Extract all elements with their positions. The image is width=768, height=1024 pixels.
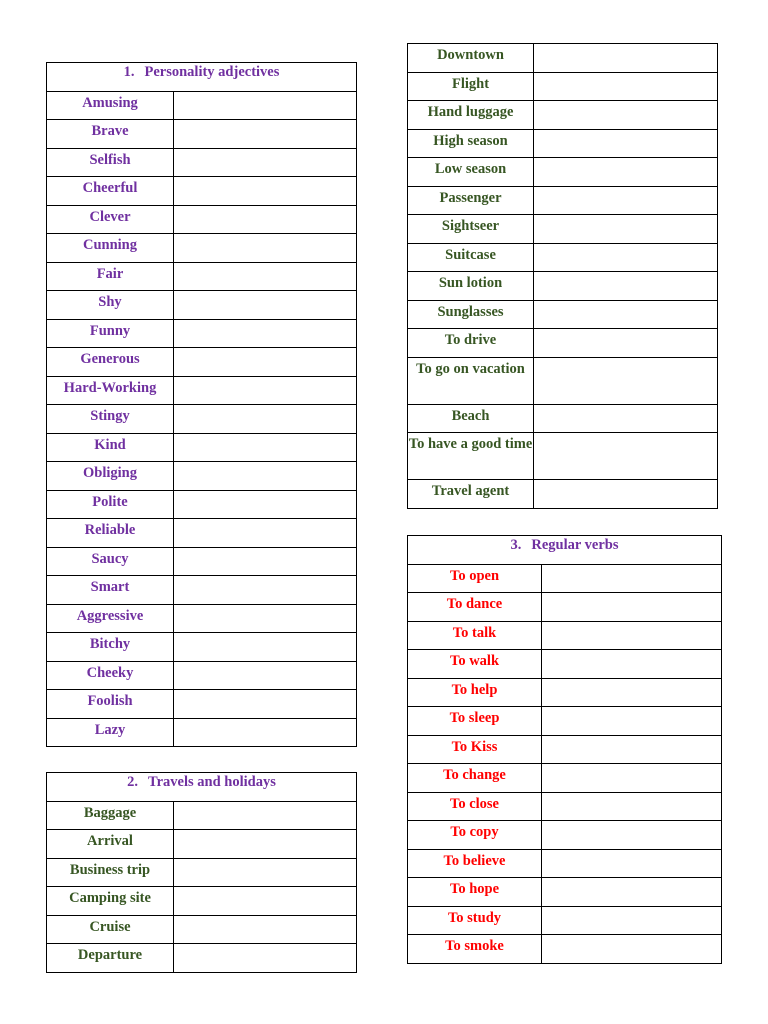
table-row (408, 764, 722, 793)
answer-cell[interactable] (174, 661, 357, 690)
vocab-term: Low season (408, 158, 534, 187)
personality-adjectives-table (46, 62, 357, 747)
table-row (47, 433, 357, 462)
vocab-term: To drive (408, 329, 534, 358)
answer-cell[interactable] (542, 650, 722, 679)
answer-cell[interactable] (174, 858, 357, 887)
table-row (47, 915, 357, 944)
vocab-term: Cheeky (47, 661, 174, 690)
section-title-text: Personality adjectives (144, 64, 280, 80)
answer-cell[interactable] (174, 490, 357, 519)
answer-cell[interactable] (542, 906, 722, 935)
vocab-term: Baggage (47, 801, 174, 830)
table-row (47, 120, 357, 149)
answer-cell[interactable] (174, 519, 357, 548)
vocab-term: Generous (47, 348, 174, 377)
table-row (47, 91, 357, 120)
table-row (408, 564, 722, 593)
answer-cell[interactable] (534, 129, 718, 158)
vocab-term: Brave (47, 120, 174, 149)
answer-cell[interactable] (534, 186, 718, 215)
section-title (47, 63, 357, 92)
answer-cell[interactable] (542, 735, 722, 764)
section-title-text: Regular verbs (531, 537, 619, 553)
table-row (47, 490, 357, 519)
answer-cell[interactable] (174, 718, 357, 747)
vocab-term: Polite (47, 490, 174, 519)
vocab-term: To help (408, 678, 542, 707)
vocab-term: To smoke (408, 935, 542, 964)
answer-cell[interactable] (174, 291, 357, 320)
vocab-term: Hand luggage (408, 101, 534, 130)
table-row (47, 519, 357, 548)
answer-cell[interactable] (534, 480, 718, 509)
answer-cell[interactable] (174, 376, 357, 405)
vocab-term: Sun lotion (408, 272, 534, 301)
table-row (47, 319, 357, 348)
table-row (408, 878, 722, 907)
answer-cell[interactable] (542, 764, 722, 793)
answer-cell[interactable] (542, 707, 722, 736)
answer-cell[interactable] (174, 234, 357, 263)
vocab-term: To believe (408, 849, 542, 878)
table-row (47, 291, 357, 320)
answer-cell[interactable] (174, 433, 357, 462)
vocab-term: To go on vacation (408, 357, 534, 404)
travels-holidays-continued-table (407, 43, 718, 509)
vocab-term: To have a good time (408, 433, 534, 480)
vocab-term: Travel agent (408, 480, 534, 509)
table-row (408, 272, 718, 301)
table-row (47, 262, 357, 291)
table-row (408, 101, 718, 130)
answer-cell[interactable] (174, 205, 357, 234)
vocab-term: Bitchy (47, 633, 174, 662)
table-row (408, 186, 718, 215)
table-row (47, 718, 357, 747)
table-row (47, 858, 357, 887)
answer-cell[interactable] (542, 935, 722, 964)
table-row (47, 177, 357, 206)
vocab-term: Smart (47, 576, 174, 605)
vocab-term: Beach (408, 404, 534, 433)
table-row (408, 707, 722, 736)
regular-verbs-table (407, 535, 722, 964)
section-number: 3. (510, 537, 522, 553)
answer-cell[interactable] (174, 319, 357, 348)
answer-cell[interactable] (174, 576, 357, 605)
table-row (408, 792, 722, 821)
answer-cell[interactable] (534, 300, 718, 329)
table-row (408, 678, 722, 707)
table-row (408, 243, 718, 272)
answer-cell[interactable] (542, 564, 722, 593)
vocab-term: To Kiss (408, 735, 542, 764)
vocab-term: Fair (47, 262, 174, 291)
answer-cell[interactable] (174, 148, 357, 177)
table-row (47, 830, 357, 859)
vocab-term: Amusing (47, 91, 174, 120)
vocab-term: To dance (408, 593, 542, 622)
answer-cell[interactable] (542, 792, 722, 821)
vocab-term: Lazy (47, 718, 174, 747)
table-row (47, 234, 357, 263)
answer-cell[interactable] (174, 690, 357, 719)
table-row (408, 935, 722, 964)
answer-cell[interactable] (542, 678, 722, 707)
vocab-term: Sightseer (408, 215, 534, 244)
table-row (47, 944, 357, 973)
table-row (47, 405, 357, 434)
table-row (47, 690, 357, 719)
vocab-term: Selfish (47, 148, 174, 177)
answer-cell[interactable] (174, 830, 357, 859)
table-row (47, 576, 357, 605)
answer-cell[interactable] (534, 158, 718, 187)
section-title (408, 536, 722, 565)
travels-holidays-table (46, 772, 357, 973)
answer-cell[interactable] (174, 462, 357, 491)
answer-cell[interactable] (534, 44, 718, 73)
table-row (47, 148, 357, 177)
vocab-term: To sleep (408, 707, 542, 736)
vocab-term: Obliging (47, 462, 174, 491)
answer-cell[interactable] (534, 404, 718, 433)
vocab-term: Passenger (408, 186, 534, 215)
table-row (408, 158, 718, 187)
answer-cell[interactable] (542, 621, 722, 650)
table-row (408, 44, 718, 73)
table-row (47, 801, 357, 830)
vocab-term: Departure (47, 944, 174, 973)
table-row (408, 821, 722, 850)
vocab-term: Camping site (47, 887, 174, 916)
vocab-term: Aggressive (47, 604, 174, 633)
vocab-term: To copy (408, 821, 542, 850)
table-row (47, 376, 357, 405)
answer-cell[interactable] (174, 801, 357, 830)
answer-cell[interactable] (534, 72, 718, 101)
table-row (408, 433, 718, 480)
answer-cell[interactable] (534, 243, 718, 272)
table-row (408, 621, 722, 650)
vocab-term: Arrival (47, 830, 174, 859)
vocab-term: To close (408, 792, 542, 821)
vocab-term: Downtown (408, 44, 534, 73)
section-number: 1. (123, 64, 135, 80)
vocab-term: Saucy (47, 547, 174, 576)
answer-cell[interactable] (174, 915, 357, 944)
vocab-term: Flight (408, 72, 534, 101)
vocab-term: Clever (47, 205, 174, 234)
answer-cell[interactable] (542, 849, 722, 878)
answer-cell[interactable] (174, 547, 357, 576)
answer-cell[interactable] (174, 944, 357, 973)
answer-cell[interactable] (174, 262, 357, 291)
vocab-term: To walk (408, 650, 542, 679)
vocab-term: Reliable (47, 519, 174, 548)
vocab-term: To change (408, 764, 542, 793)
table-row (408, 215, 718, 244)
vocab-term: To hope (408, 878, 542, 907)
table-row (408, 129, 718, 158)
table-row (47, 547, 357, 576)
vocab-term: Sunglasses (408, 300, 534, 329)
answer-cell[interactable] (534, 101, 718, 130)
table-row (47, 348, 357, 377)
vocab-term: Business trip (47, 858, 174, 887)
vocab-term: To talk (408, 621, 542, 650)
table-row (408, 329, 718, 358)
vocab-term: Foolish (47, 690, 174, 719)
answer-cell[interactable] (174, 348, 357, 377)
answer-cell[interactable] (174, 405, 357, 434)
answer-cell[interactable] (542, 593, 722, 622)
vocab-term: Suitcase (408, 243, 534, 272)
table-row (408, 72, 718, 101)
vocab-term: To open (408, 564, 542, 593)
section-number: 2. (127, 774, 139, 790)
table-row (47, 604, 357, 633)
vocab-term: Stingy (47, 405, 174, 434)
table-row (47, 205, 357, 234)
table-row (47, 462, 357, 491)
answer-cell[interactable] (534, 272, 718, 301)
vocab-term: High season (408, 129, 534, 158)
vocab-term: To study (408, 906, 542, 935)
table-row (408, 593, 722, 622)
table-row (47, 887, 357, 916)
table-row (47, 633, 357, 662)
table-row (47, 661, 357, 690)
table-row (408, 650, 722, 679)
answer-cell[interactable] (534, 357, 718, 404)
vocab-term: Cunning (47, 234, 174, 263)
answer-cell[interactable] (174, 887, 357, 916)
answer-cell[interactable] (534, 329, 718, 358)
table-row (408, 480, 718, 509)
vocab-term: Kind (47, 433, 174, 462)
answer-cell[interactable] (174, 177, 357, 206)
vocab-term: Shy (47, 291, 174, 320)
table-row (408, 357, 718, 404)
vocab-term: Cruise (47, 915, 174, 944)
table-row (408, 906, 722, 935)
table-row (408, 404, 718, 433)
section-title (47, 773, 357, 802)
vocab-term: Hard-Working (47, 376, 174, 405)
vocab-term: Cheerful (47, 177, 174, 206)
answer-cell[interactable] (174, 91, 357, 120)
answer-cell[interactable] (542, 821, 722, 850)
answer-cell[interactable] (174, 633, 357, 662)
table-row (408, 300, 718, 329)
table-row (408, 735, 722, 764)
answer-cell[interactable] (534, 215, 718, 244)
answer-cell[interactable] (174, 604, 357, 633)
answer-cell[interactable] (534, 433, 718, 480)
answer-cell[interactable] (542, 878, 722, 907)
vocab-term: Funny (47, 319, 174, 348)
answer-cell[interactable] (174, 120, 357, 149)
table-row (408, 849, 722, 878)
section-title-text: Travels and holidays (148, 774, 276, 790)
